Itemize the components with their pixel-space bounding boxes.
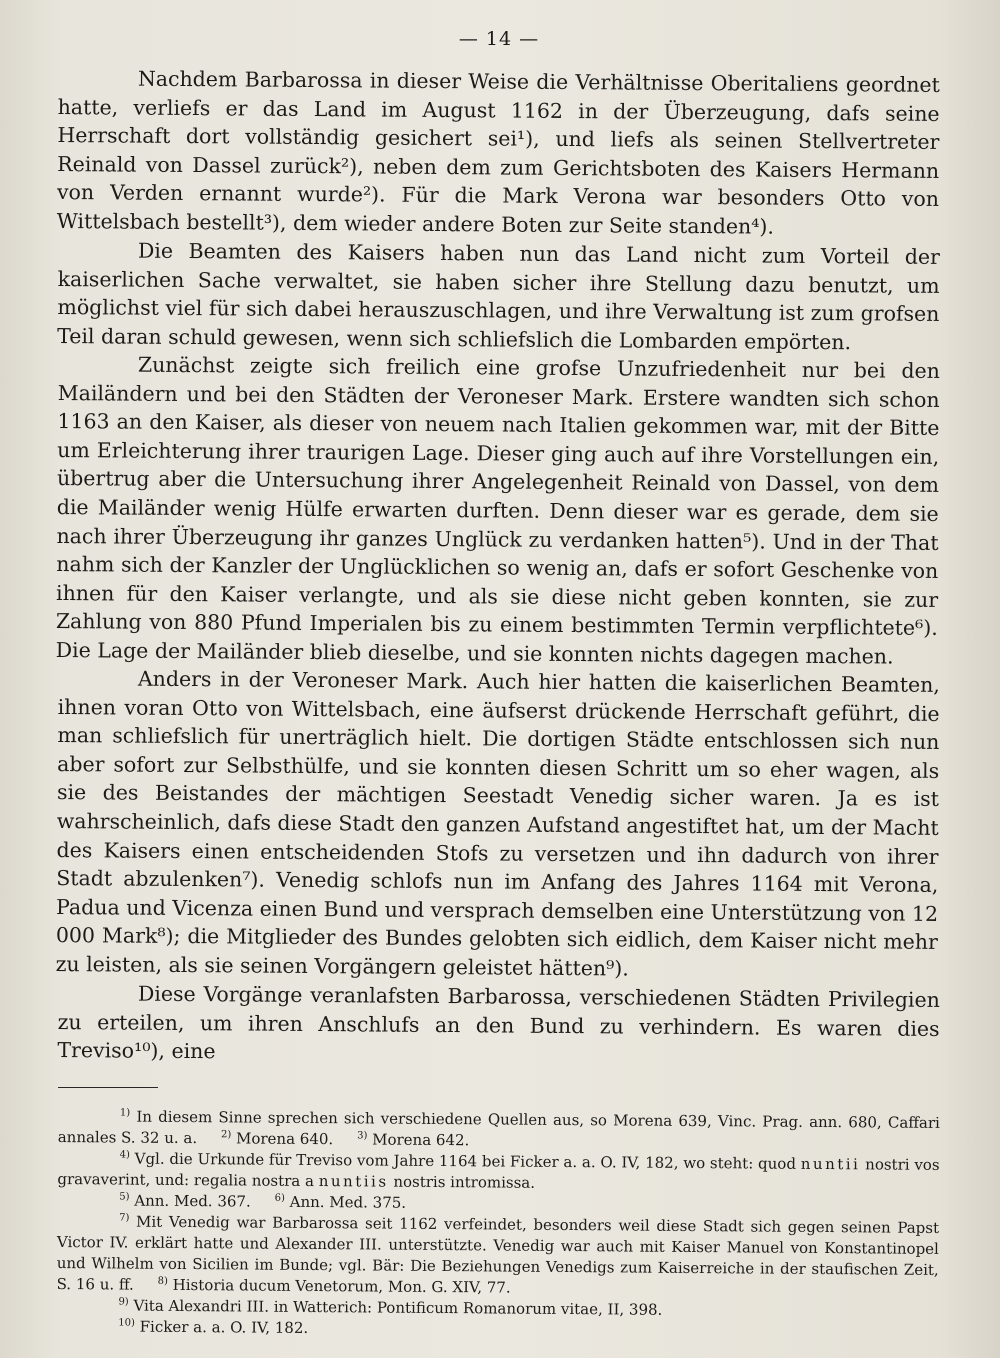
- footnote-7-8: [57, 1211, 940, 1302]
- footnote-marker: 5): [119, 1191, 130, 1203]
- footnote-text: nostris intromissa.: [393, 1172, 536, 1192]
- footnote-text: Morena 640.: [235, 1129, 334, 1148]
- footnote-marker: 7): [119, 1212, 130, 1224]
- footnote-1-2-3: [58, 1106, 940, 1155]
- footnote-text: Ann. Med. 375.: [289, 1192, 407, 1212]
- footnote-marker: 9): [118, 1296, 129, 1308]
- paragraph-4: Anders in der Veroneser Mark. Auch hier hatten die kaiserlichen Beamten, ihnen voran Otto von Wittelsbach, eine äufserst drückende Herrschaft geführt, die man schliefslich für unerträglich hielt. Die dortigen Städte entschlossen sich nun aber sofort zur Selbsthülfe, und sie konnten diesen Schritt um so eher wagen, als sie des Beistandes der mächtigen Seestadt Venedig sicher waren. Ja es ist wahrscheinlich, dafs diese Stadt den ganzen Aufstand angestiftet hat, um der Macht des Kaisers einen entscheidenden Stofs zu versetzen und ihn dadurch von ihrer Stadt abzulenken⁷). Venedig schlofs nun im Anfang des Jahres 1164 mit Verona, Padua und Vicenza einen Bund und versprach demselben eine Unterstützung von 12 000 Mark⁸); die Mitglieder des Bundes gelobten sich eidlich, dem Kaiser nicht mehr zu leisten, als sie seinen Vorgängern geleistet hätten⁹).: [55, 667, 940, 981]
- footnote-text: Vita Alexandri III. in Watterich: Pontificum Romanorum vitae, II, 398.: [133, 1296, 663, 1319]
- footnote-marker: 10): [118, 1317, 135, 1329]
- footnote-text: nostri vos gravaverint, und: regalia nostra a: [57, 1155, 940, 1190]
- page-number: — 14 —: [458, 28, 540, 50]
- footnote-marker: 8): [157, 1275, 169, 1287]
- paragraph-5: Diese Vorgänge veranlafsten Barbarossa, verschiedenen Städten Privilegien zu erteilen, um ihren Anschlufs an den Bund zu verhindern. Es waren dies Treviso¹⁰), eine: [57, 981, 940, 1064]
- footnote-marker: 6): [274, 1192, 285, 1204]
- paragraph-1: Nachdem Barbarossa in dieser Weise die Verhältnisse Oberitaliens geordnet hatte, verliefs er das Land im August 1162 in der Überzeugung, dafs seine Herrschaft dort vollständig gesichert sei¹), und liefs als seinen Stellvertreter Reinald von Dassel zurück²), neben dem zum Gerichtsboten des Kaisers Hermann von Verden ernannt wurde²). Für die Mark Verona war besonders Otto von Wittelsbach bestellt³), dem wieder andere Boten zur Seite standen⁴).: [56, 66, 940, 239]
- footnote-text: In diesem Sinne sprechen sich verschiedene Quellen aus, so Morena 639, Vinc. Prag. ann. 680, Caffari annales S. 32 u. a.: [57, 1107, 940, 1147]
- footnote-marker: 2): [220, 1129, 232, 1141]
- footnote-text: Historia ducum Venetorum, Mon. G. XIV, 77.: [172, 1275, 511, 1297]
- footnote-quote: quod: [758, 1154, 797, 1173]
- footnotes: [56, 1106, 940, 1344]
- footnote-text: Ann. Med. 367.: [134, 1191, 251, 1211]
- footnote-marker: 3): [357, 1130, 368, 1142]
- footnote-marker: 1): [119, 1107, 131, 1119]
- footnote-quote-spaced: nuntiis: [318, 1171, 389, 1191]
- footnote-text: Mit Venedig war Barbarossa seit 1162 verfeindet, besonders weil diese Stadt sich gegen seinen Papst Victor IV. erklärt hatte und Alexander III. unterstützte. Venedig war auch mit Kaiser Manuel von Konstantinopel und Wilhelm von Sicilien im Bunde; vgl. Bär: Die Beziehungen Venedigs zum Kaiserreiche in der staufischen Zeit, S. 16 u. ff.: [56, 1212, 940, 1294]
- footnote-text: Ficker a. a. O. IV, 182.: [139, 1317, 309, 1337]
- footnote-quote-spaced: nuntii: [800, 1154, 861, 1174]
- footnote-text: Vgl. die Urkunde für Treviso vom Jahre 1164 bei Ficker a. a. O. IV, 182, wo steht:: [134, 1149, 754, 1173]
- footnote-marker: 4): [119, 1149, 130, 1161]
- footnote-4: [57, 1148, 939, 1197]
- footnote-separator: [58, 1087, 158, 1088]
- paragraph-2: Die Beamten des Kaisers haben nun das Land nicht zum Vorteil der kaiserlichen Sache verwaltet, sie haben sicher ihre Stellung dazu benutzt, um möglichst viel für sich dabei herauszuschlagen, und ihre Verwaltung ist zum grofsen Teil daran schuld gewesen, wenn sich schliefslich die Lombarden empörten.: [57, 238, 940, 354]
- footnote-text: Morena 642.: [372, 1130, 470, 1150]
- paragraph-3: Zunächst zeigte sich freilich eine grofse Unzufriedenheit nur bei den Mailändern und bei den Städten der Veroneser Mark. Erstere wandten sich schon 1163 an den Kaiser, als dieser von neuem nach Italien gekommen war, mit der Bitte um Erleichterung ihrer traurigen Lage. Dieser ging auch auf ihre Vorstellungen ein, übertrug aber die Untersuchung ihrer Angelegenheit Reinald von Dassel, von dem die Mailänder wenig Hülfe erwarten durften. Denn dieser war es gerade, dem sie nach ihrer Überzeugung ihr ganzes Unglück zu verdanken hatten⁵). Und in der That nahm sich der Kanzler der Unglücklichen so wenig an, dafs er sofort Geschenke von ihnen für den Kaiser verlangte, und als sie diese nicht geben konnten, sie zur Zahlung von 880 Pfund Imperialen bis zu einem bestimmten Termin verpflichtete⁶). Die Lage der Mailänder blieb dieselbe, und sie konnten nichts dagegen machen.: [55, 352, 940, 669]
